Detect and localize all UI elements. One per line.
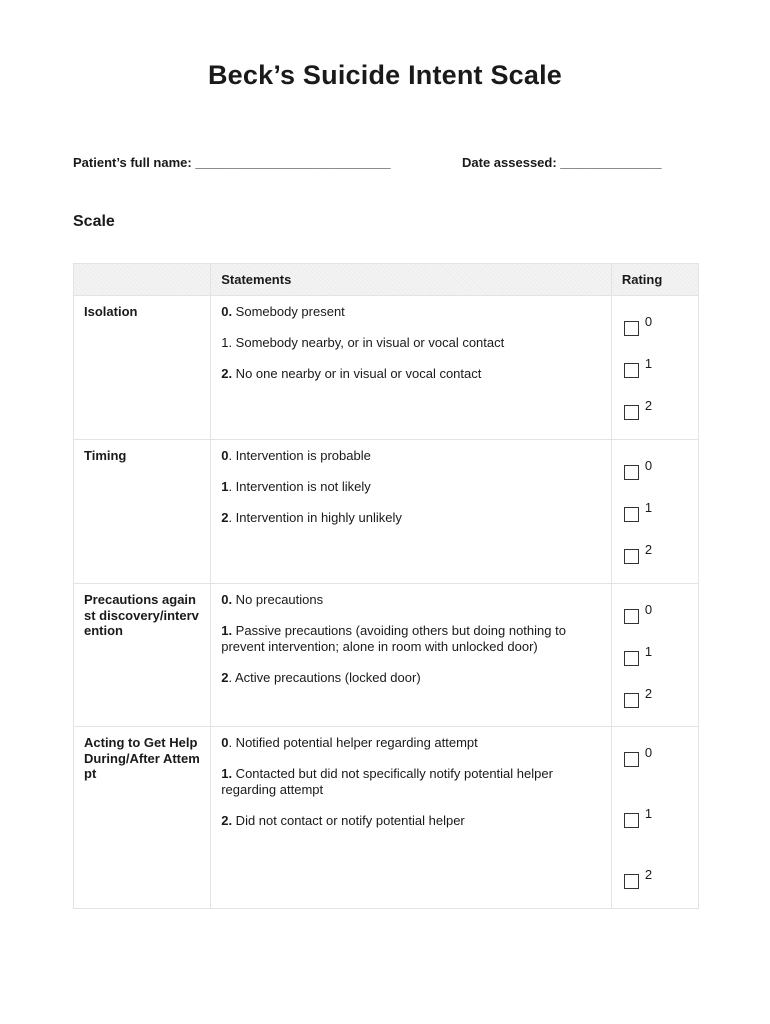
statement-item: 1. Passive precautions (avoiding others but doing nothing to prevent intervention; alone in room with unlocked door) <box>221 623 566 654</box>
rating-option[interactable]: 2 <box>624 402 652 420</box>
rating-option[interactable]: 0 <box>624 318 652 336</box>
rating-option[interactable]: 2 <box>624 871 652 889</box>
statement-item: 1. Intervention is not likely <box>221 479 371 494</box>
checkbox[interactable] <box>624 813 639 828</box>
table-row <box>74 727 699 909</box>
statement-item: 0. Intervention is probable <box>221 448 371 463</box>
statement-item: 0. Somebody present <box>221 304 345 319</box>
statements-cell <box>211 296 612 440</box>
rating-cell <box>611 440 698 584</box>
rating-option[interactable]: 1 <box>624 504 652 522</box>
table-row <box>74 440 699 584</box>
date-assessed-group <box>462 155 662 170</box>
rating-option[interactable]: 0 <box>624 606 652 624</box>
checkbox[interactable] <box>624 363 639 378</box>
date-assessed-label: Date assessed: <box>462 155 557 170</box>
patient-info-row <box>73 155 703 170</box>
rating-cell <box>611 727 698 909</box>
checkbox[interactable] <box>624 609 639 624</box>
document-title: Beck’s Suicide Intent Scale <box>207 60 563 90</box>
date-assessed-field[interactable]: ______________ <box>560 155 662 170</box>
checkbox[interactable] <box>624 321 639 336</box>
statement-item: 2. Did not contact or notify potential helper <box>221 813 465 828</box>
statement-item: 2. Active precautions (locked door) <box>221 670 421 685</box>
checkbox[interactable] <box>624 874 639 889</box>
statement-item: 1. Somebody nearby, or in visual or vocal contact <box>221 335 505 350</box>
header-statements: Statements <box>211 264 612 296</box>
scale-table <box>73 263 699 909</box>
rating-cell <box>611 296 698 440</box>
checkbox[interactable] <box>624 405 639 420</box>
table-header-row <box>74 264 699 296</box>
statements-cell <box>211 727 612 909</box>
rating-option[interactable]: 2 <box>624 690 652 708</box>
patient-name-label: Patient’s full name: <box>73 155 192 170</box>
statement-item: 1. Contacted but did not specifically notify potential helper regarding attempt <box>221 766 553 797</box>
checkbox[interactable] <box>624 507 639 522</box>
checkbox[interactable] <box>624 693 639 708</box>
rating-option[interactable]: 0 <box>624 749 652 767</box>
rating-option[interactable]: 0 <box>624 462 652 480</box>
section-title-scale: Scale <box>73 213 115 230</box>
category-cell: Timing <box>74 440 211 584</box>
rating-option[interactable]: 1 <box>624 360 652 378</box>
checkbox[interactable] <box>624 465 639 480</box>
rating-option[interactable]: 1 <box>624 648 652 666</box>
table-row <box>74 584 699 727</box>
rating-option[interactable]: 2 <box>624 546 652 564</box>
statement-item: 2. Intervention in highly unlikely <box>221 510 402 525</box>
rating-cell <box>611 584 698 727</box>
checkbox[interactable] <box>624 752 639 767</box>
statements-cell <box>211 584 612 727</box>
category-cell: Isolation <box>74 296 211 440</box>
statement-item: 2. No one nearby or in visual or vocal contact <box>221 366 482 381</box>
header-rating: Rating <box>611 264 698 296</box>
statement-item: 0. No precautions <box>221 592 324 607</box>
checkbox[interactable] <box>624 549 639 564</box>
header-category <box>74 264 211 296</box>
table-row <box>74 296 699 440</box>
checkbox[interactable] <box>624 651 639 666</box>
patient-name-field[interactable]: ___________________________ <box>195 155 391 170</box>
statements-cell <box>211 440 612 584</box>
rating-option[interactable]: 1 <box>624 810 652 828</box>
category-cell: Precautions against discovery/intervention <box>74 584 211 727</box>
category-cell: Acting to Get Help During/After Attempt <box>74 727 211 909</box>
statement-item: 0. Notified potential helper regarding attempt <box>221 735 478 750</box>
